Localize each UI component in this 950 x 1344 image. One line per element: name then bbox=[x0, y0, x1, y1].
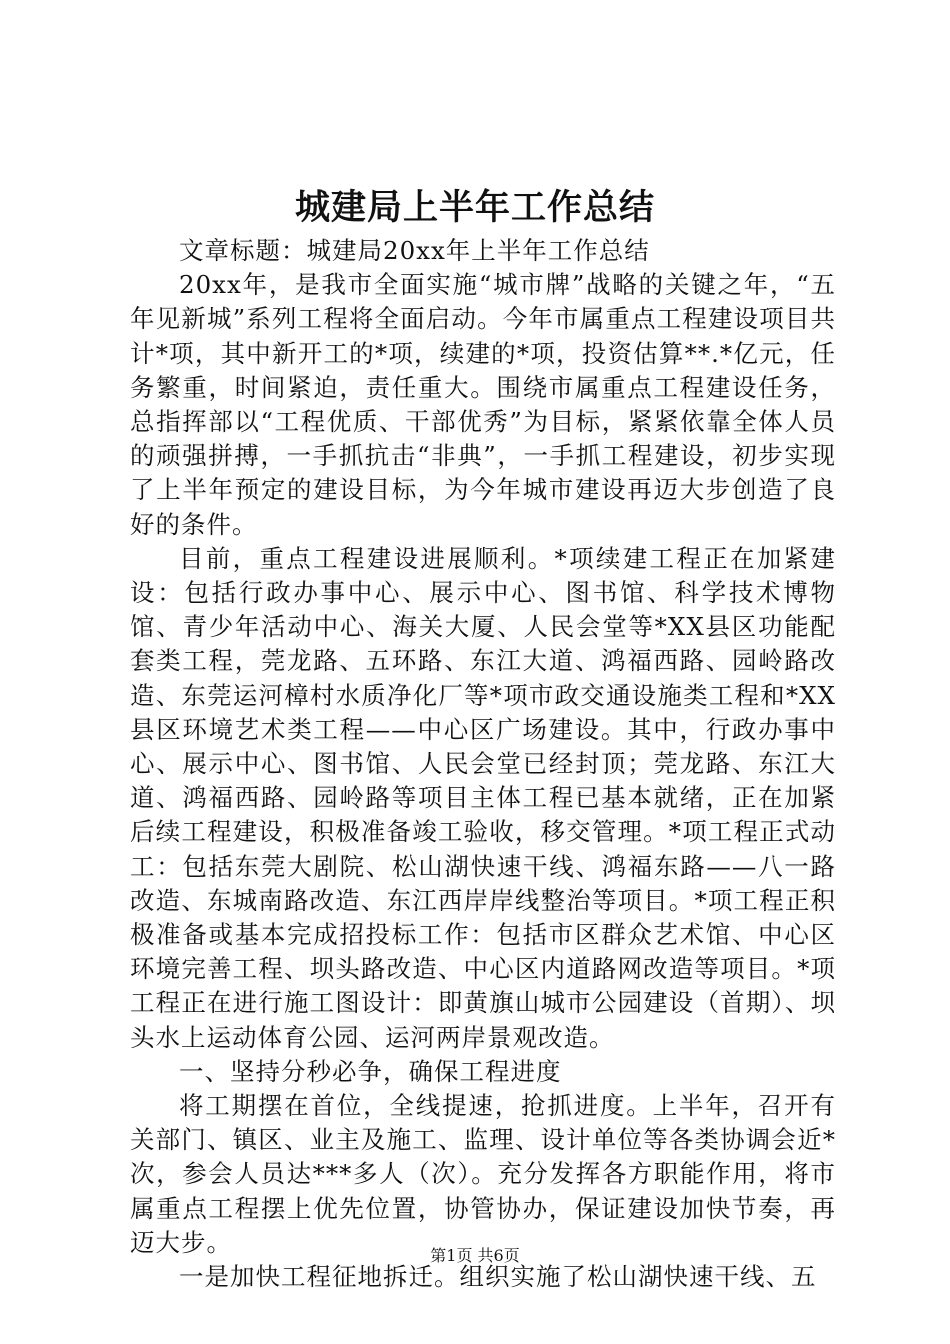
section-heading: 一、坚持分秒必争，确保工程进度 bbox=[179, 1056, 562, 1086]
document-body bbox=[130, 234, 836, 1294]
intro-paragraph: 20xx年，是我市全面实施“城市牌”战略的关键之年，“五年见新城”系列工程将全面启动。今年市属重点工程建设项目共计*项，其中新开工的*项，续建的*项，投资估算**.*亿元，任务繁重，时间紧迫，责任重大。围绕市属重点工程建设任务，总指挥部以“工程优质、干部优秀”为目标，紧紧依靠全体人员的顽强拼搏，一手抓抗击“非典”，一手抓工程建设，初步实现了上半年预定的建设目标，为今年城市建设再迈大步创造了良好的条件。 bbox=[130, 270, 836, 539]
land-acquisition-paragraph: 一是加快工程征地拆迁。组织实施了松山湖快速干线、五 bbox=[179, 1262, 817, 1292]
progress-paragraph: 目前，重点工程建设进展顺利。*项续建工程正在加紧建设：包括行政办事中心、展示中心、图书馆、科学技术博物馆、青少年活动中心、海关大厦、人民会堂等*XX县区功能配套类工程，莞龙路、五环路、东江大道、鸿福西路、园岭路改造、东莞运河樟村水质净化厂等*项市政交通设施类工程和*XX县区环境艺术类工程——中心区广场建设。其中，行政办事中心、展示中心、图书馆、人民会堂已经封顶；莞龙路、东江大道、鸿福西路、园岭路等项目主体工程已基本就绪，正在加紧后续工程建设，积极准备竣工验收，移交管理。*项工程正式动工：包括东莞大剧院、松山湖快速干线、鸿福东路——八一路改造、东城南路改造、东江西岸岸线整治等项目。*项工程正积极准备或基本完成招投标工作：包括市区群众艺术馆、中心区环境完善工程、坝头路改造、中心区内道路网改造等项目。*项工程正在进行施工图设计：即黄旗山城市公园建设（首期）、坝头水上运动体育公园、运河两岸景观改造。 bbox=[130, 543, 836, 1052]
page-footer: 第1页 共6页 bbox=[430, 1246, 520, 1265]
schedule-paragraph: 将工期摆在首位，全线提速，抢抓进度。上半年，召开有关部门、镇区、业主及施工、监理、设计单位等各类协调会近*次，参会人员达***多人（次）。充分发挥各方职能作用，将市属重点工程摆上优先位置，协管协办，保证建设加快节奏，再迈大步。 bbox=[130, 1091, 836, 1257]
document-title: 城建局上半年工作总结 bbox=[294, 187, 655, 228]
article-title-line: 文章标题：城建局20xx年上半年工作总结 bbox=[179, 236, 650, 265]
